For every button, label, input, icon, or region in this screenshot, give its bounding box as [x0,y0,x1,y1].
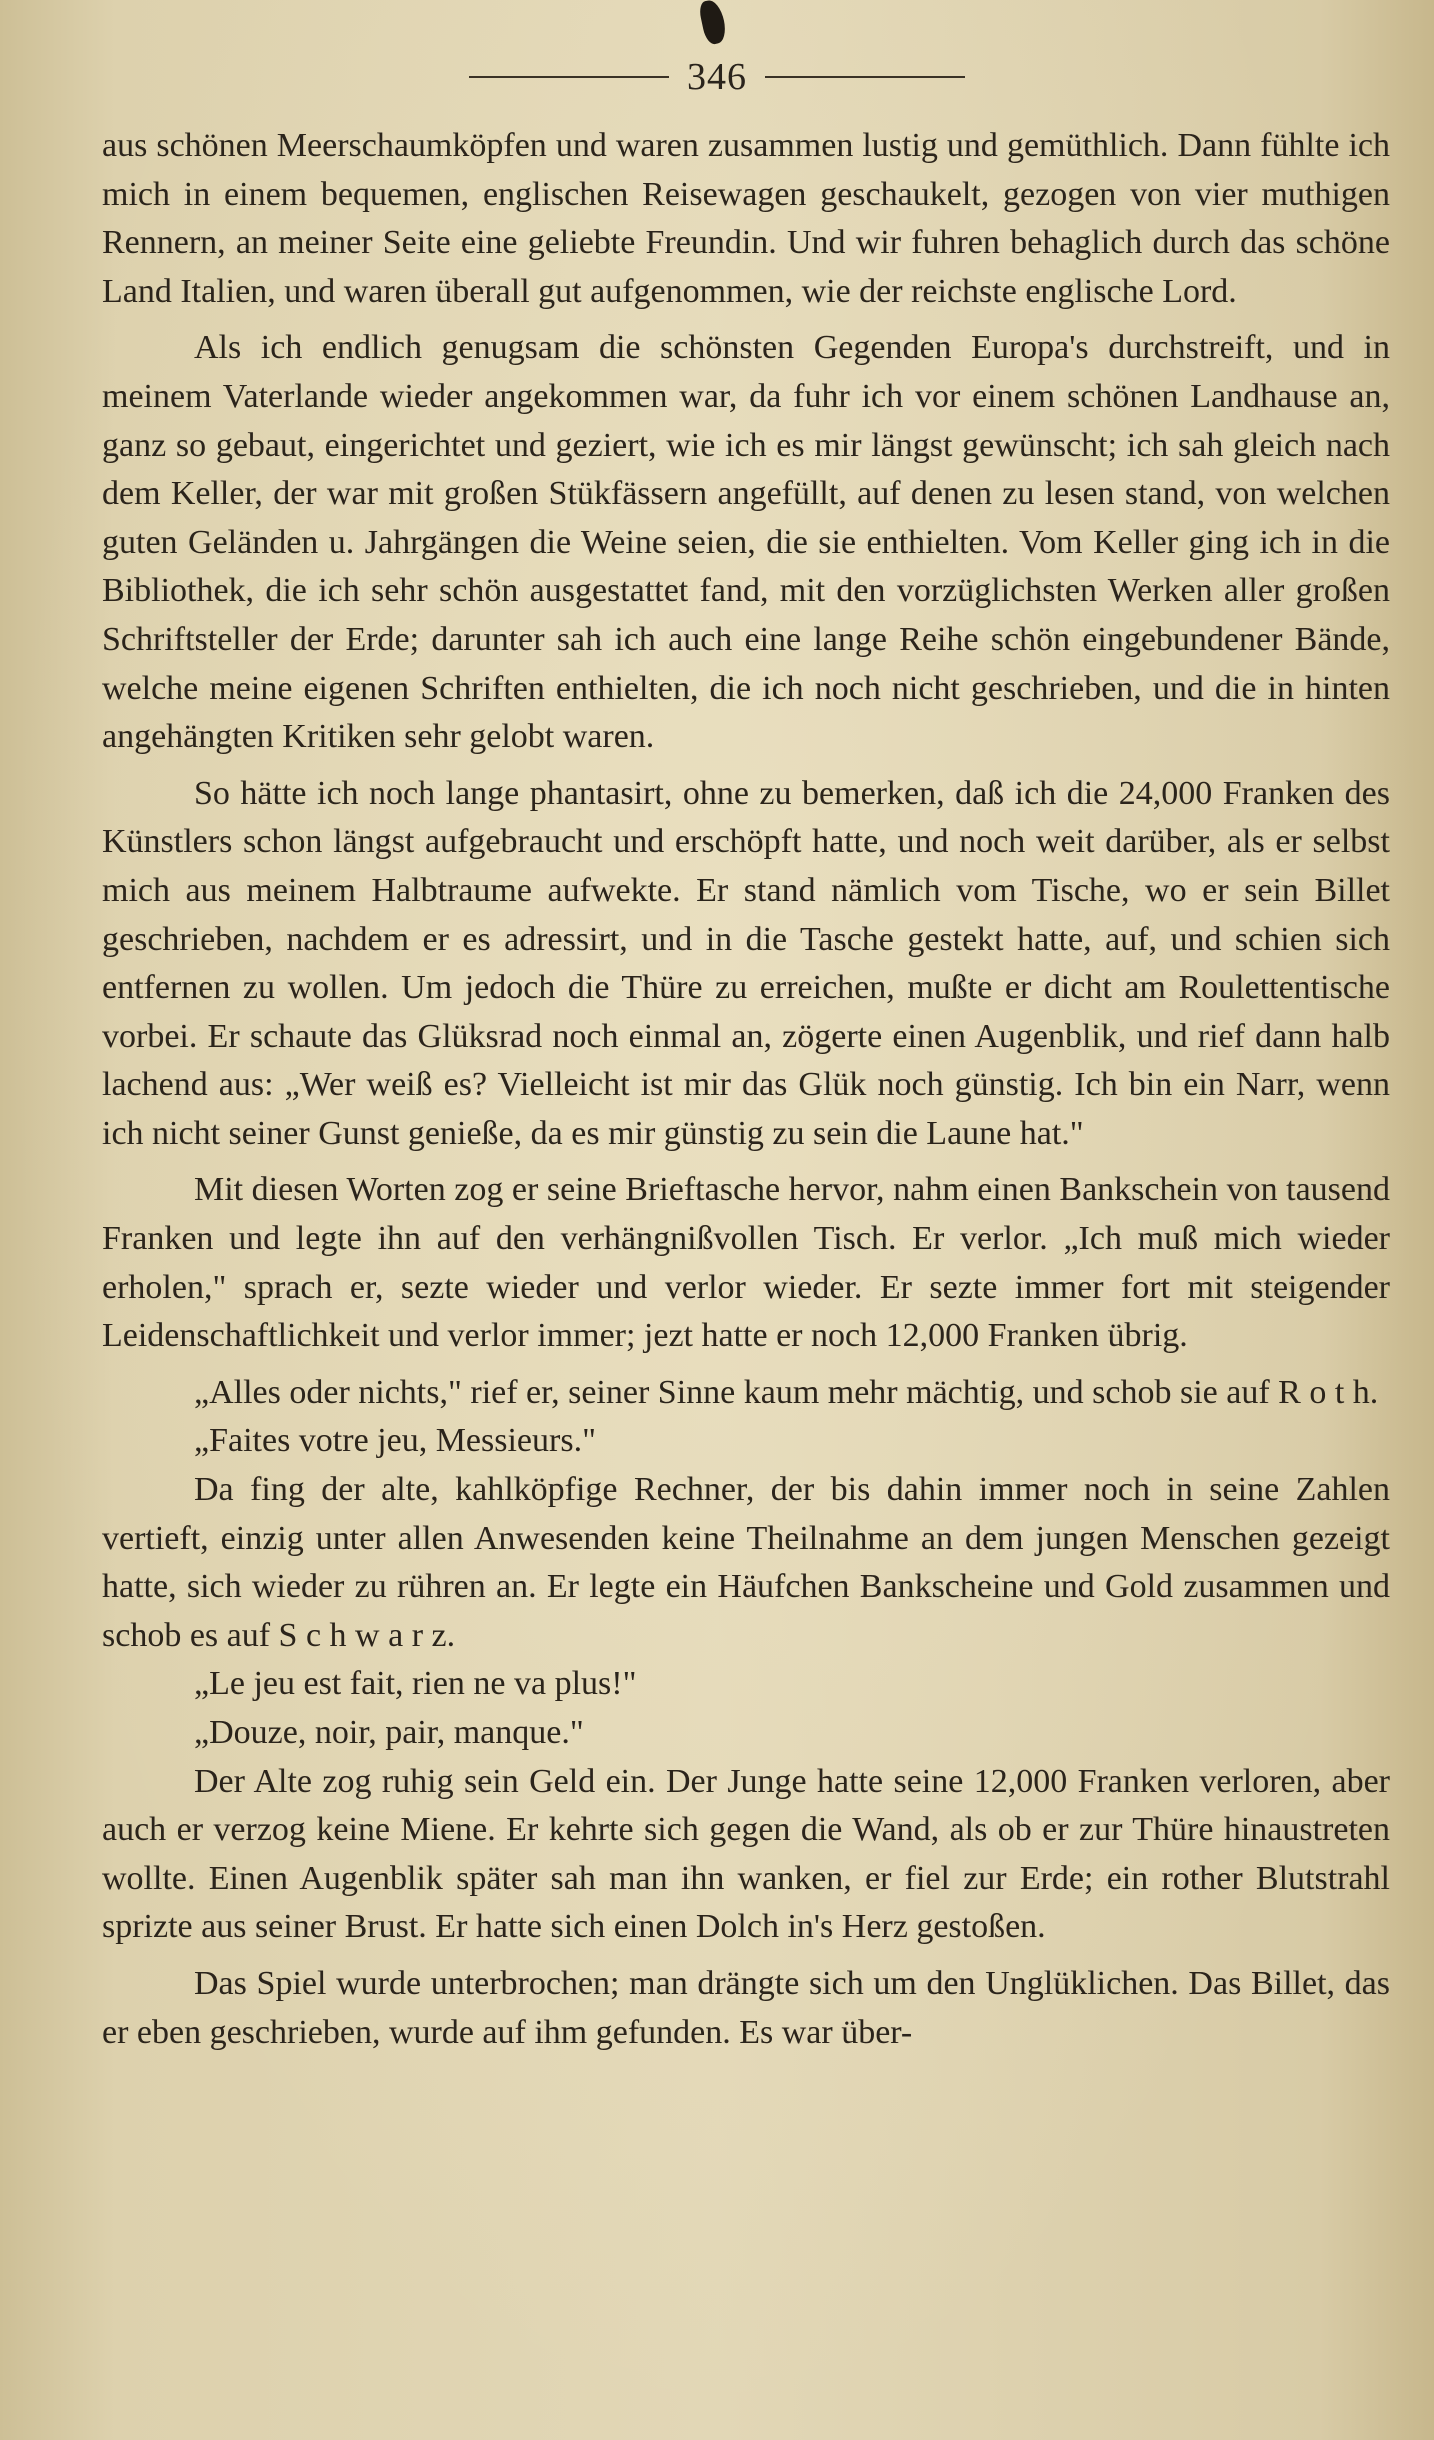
paragraph: Mit diesen Worten zog er seine Brieftasche hervor, nahm einen Bankschein von tausend Franken und legte ihn auf den verhängnißvollen Tisch. Er verlor. „Ich muß mich wieder erholen," sprach er, sezte wieder und verlor wieder. Er sezte immer fort mit steigender Leidenschaftlichkeit und verlor immer; jezt hatte er noch 12,000 Franken übrig. [102,1171,1390,1355]
paragraph: Da fing der alte, kahlköpfige Rechner, der bis dahin immer noch in seine Zahlen vertieft, einzig unter allen Anwesenden keine Theilnahme an dem jungen Menschen gezeigt hatte, sich wieder zu rühren an. Er legte ein Häufchen Bankscheine und Gold zusammen und schob es auf S c h w a r z. [102,1471,1390,1654]
paragraph: „Douze, noir, pair, manque." [194,1714,584,1751]
ink-blot [698,0,729,46]
paragraph: Das Spiel wurde unterbrochen; man drängte sich um den Unglüklichen. Das Billet, das er eben geschrieben, wurde auf ihm gefunden. Es war über- [102,1964,1390,2051]
paragraph: Als ich endlich genugsam die schönsten Gegenden Europa's durchstreift, und in meinem Vaterlande wieder angekommen war, da fuhr ich vor einem schönen Landhause an, ganz so gebaut, eingerichtet und geziert, wie ich es mir längst gewünscht; ich sah gleich nach dem Keller, der war mit großen Stükfässern angefüllt, auf denen zu lesen stand, von welchen guten Geländen u. Jahrgängen die Weine seien, die sie enthielten. Vom Keller ging ich in die Bibliothek, die ich sehr schön ausgestattet fand, mit den vorzüglichsten Werken aller großen Schriftsteller der Erde; darunter sah ich auch eine lange Reihe schön eingebundener Bände, welche meine eigenen Schriften enthielten, die ich noch nicht geschrieben, und die in hinten angehängten Kritiken sehr gelobt waren. [102,329,1390,756]
paragraph: „Alles oder nichts," rief er, seiner Sinne kaum mehr mächtig, und schob sie auf R o t h. [194,1373,1379,1411]
paragraph: „Faites votre jeu, Messieurs." [194,1422,596,1460]
paragraph: aus schönen Meerschaumköpfen und waren zusammen lustig und gemüthlich. Dann fühlte ich mich in einem bequemen, englischen Reisewagen geschaukelt, gezogen von vier muthigen Rennern, an meiner Seite eine geliebte Freundin. Und wir fuhren behaglich durch das schöne Land Italien, und waren überall gut aufgenommen, wie der reichste englische Lord. [102,127,1390,310]
header-rule-right [765,76,965,78]
paragraph: „Le jeu est fait, rien ne va plus!" [194,1665,637,1703]
page-number: 346 [687,56,747,98]
paragraph: So hätte ich noch lange phantasirt, ohne zu bemerken, daß ich die 24,000 Franken des Künstlers schon längst aufgebraucht und erschöpft hatte, und noch weit darüber, als er selbst mich aus meinem Halbtraume aufwekte. Er stand nämlich vom Tische, wo er sein Billet geschrieben, nachdem er es adressirt, und in die Tasche gestekt hatte, auf, und schien sich entfernen zu wollen. Um jedoch die Thüre zu erreichen, mußte er dicht am Roulettentische vorbei. Er schaute das Glüksrad noch einmal an, zögerte einen Augenblik, und rief dann halb lachend aus: „Wer weiß es? Vielleicht ist mir das Glük noch günstig. Ich bin ein Narr, wenn ich nicht seiner Gunst genieße, da es mir günstig zu sein die Laune hat." [102,774,1390,1152]
body-text [102,122,1390,2057]
paragraph: Der Alte zog ruhig sein Geld ein. Der Junge hatte seine 12,000 Franken verloren, aber auch er verzog keine Miene. Er kehrte sich gegen die Wand, als ob er zur Thüre hinaustreten wollte. Einen Augenblik später sah man ihn wanken, er fiel zur Erde; ein rother Blutstrahl sprizte aus seiner Brust. Er hatte sich einen Dolch in's Herz gestoßen. [102,1762,1390,1946]
header-rule-left [469,76,669,78]
page-header [0,52,1434,102]
